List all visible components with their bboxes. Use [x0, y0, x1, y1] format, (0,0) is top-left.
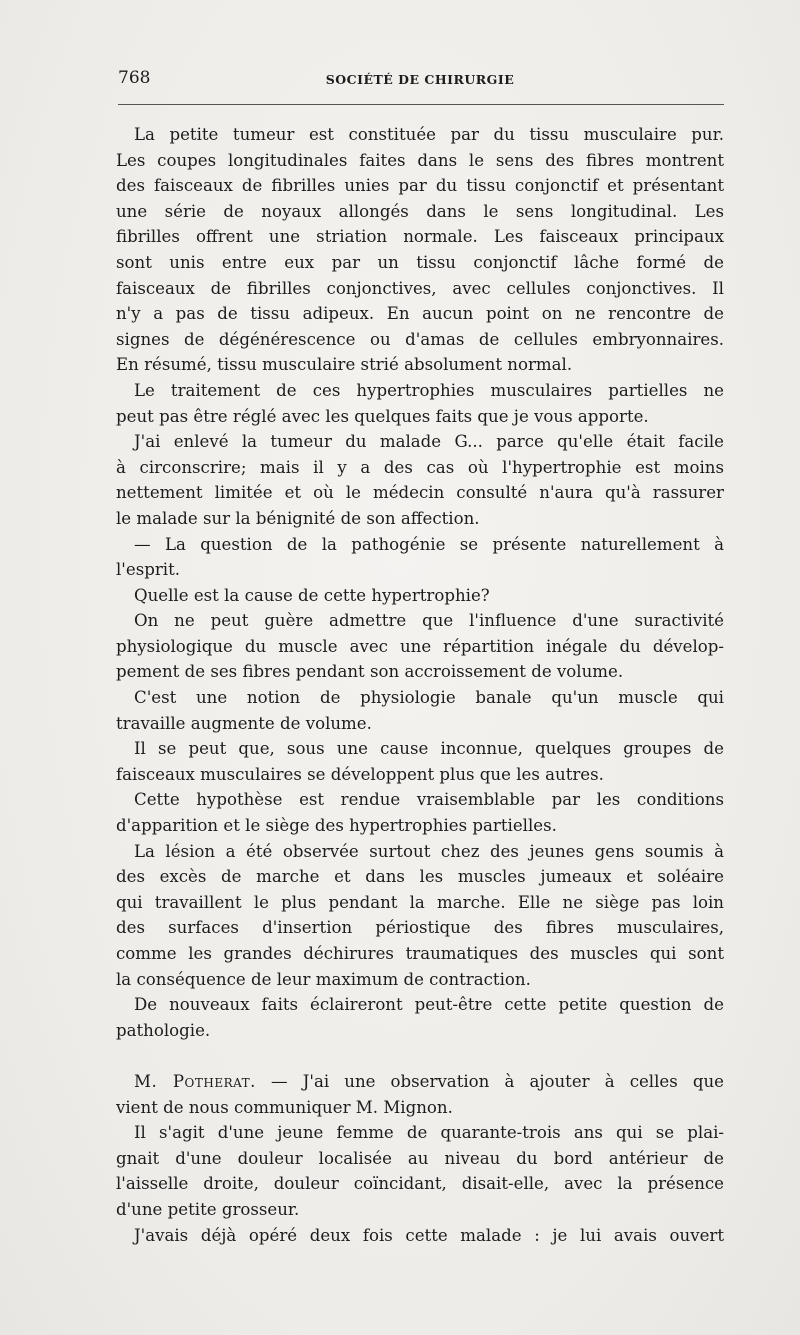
text-line: peut pas être réglé avec les quelques faits que je vous apporte. [116, 406, 649, 426]
text-line: n'y a pas de tissu adipeux. En aucun point on ne rencontre de [116, 304, 724, 324]
text-line: l'esprit. [116, 560, 181, 580]
text-line: Cette hypothèse est rendue vraisemblable par les conditions [134, 790, 724, 810]
body-text [116, 122, 724, 1248]
text-line: pement de ses fibres pendant son accroissement de volume. [116, 662, 624, 682]
header-rule [118, 104, 724, 105]
text-line: faisceaux de fibrilles conjonctives, avec cellules conjonctives. Il [116, 278, 724, 298]
section-mignon-report [116, 122, 724, 1043]
text-line: le malade sur la bénignité de son affection. [116, 508, 480, 528]
text-line: des excès de marche et dans les muscles jumeaux et soléaire [116, 867, 724, 887]
text-line: Le traitement de ces hypertrophies musculaires partielles ne [134, 380, 724, 400]
text-line: Il se peut que, sous une cause inconnue, quelques groupes de [134, 739, 724, 759]
text-line: comme les grandes déchirures traumatiques des muscles qui sont [116, 944, 724, 963]
text-line: C'est une notion de physiologie banale qu'un muscle qui [134, 688, 724, 708]
text-line: Il s'agit d'une jeune femme de quarante-trois ans qui se plai- [134, 1123, 724, 1143]
paragraph-gap [116, 1043, 724, 1069]
text-line: une série de noyaux allongés dans le sens longitudinal. Les [116, 201, 724, 221]
text-line: Les coupes longitudinales faites dans le sens des fibres montrent [116, 150, 724, 170]
text-line: nettement limitée et où le médecin consulté n'aura qu'à rassurer [116, 483, 724, 503]
text-line: des faisceaux de fibrilles unies par du tissu conjonctif et présentant [116, 176, 724, 196]
running-title: SOCIÉTÉ DE CHIRURGIE [325, 72, 515, 87]
text-line: pathologie. [116, 1020, 211, 1040]
page-header [116, 68, 724, 94]
text-line: — La question de la pathogénie se présente naturellement à [134, 534, 724, 554]
text-line: On ne peut guère admettre que l'influence d'une suractivité [134, 611, 724, 631]
text-line: la conséquence de leur maximum de contraction. [116, 969, 531, 989]
text-line: gnait d'une douleur localisée au niveau du bord antérieur de [116, 1148, 724, 1168]
section-potherat-remarks [116, 1095, 724, 1249]
text-line: La lésion a été observée surtout chez des jeunes gens soumis à [134, 841, 724, 861]
text-line: En résumé, tissu musculaire strié absolument normal. [116, 355, 573, 375]
text-line: à circonscrire; mais il y a des cas où l'hypertrophie est moins [116, 457, 724, 477]
text-line: d'une petite grosseur. [116, 1199, 300, 1219]
speaker-line-text: — J'ai une observation à ajouter à celles que [271, 1071, 724, 1091]
text-line: d'apparition et le siège des hypertrophies partielles. [116, 816, 557, 836]
text-line: physiologique du muscle avec une répartition inégale du dévelop- [116, 636, 724, 656]
text-line: De nouveaux faits éclaireront peut-être cette petite question de [134, 995, 724, 1015]
text-line: des surfaces d'insertion périostique des fibres musculaires, [116, 918, 724, 938]
speaker-name: M. Potherat. [134, 1071, 256, 1091]
text-line: J'avais déjà opéré deux fois cette malade : je lui avais ouvert [134, 1225, 724, 1245]
text-line: vient de nous communiquer M. Mignon. [116, 1097, 453, 1117]
text-line: qui travaillent le plus pendant la marche. Elle ne siège pas loin [116, 892, 724, 912]
text-line: J'ai enlevé la tumeur du malade G... parce qu'elle était facile [134, 432, 724, 452]
text-line: l'aisselle droite, douleur coïncidant, disait-elle, avec la présence [116, 1174, 724, 1194]
text-line: La petite tumeur est constituée par du tissu musculaire pur. [134, 125, 724, 144]
page-number: 768 [118, 68, 151, 88]
text-line: fibrilles offrent une striation normale. Les faisceaux principaux [116, 227, 724, 247]
speaker-line [116, 1069, 724, 1095]
text-line: faisceaux musculaires se développent plus que les autres. [116, 764, 604, 784]
text-line: signes de dégénérescence ou d'amas de cellules embryonnaires. [116, 329, 724, 349]
text-line: travaille augmente de volume. [116, 713, 372, 733]
text-line: Quelle est la cause de cette hypertrophie? [134, 585, 490, 605]
text-line: sont unis entre eux par un tissu conjonctif lâche formé de [116, 252, 724, 272]
